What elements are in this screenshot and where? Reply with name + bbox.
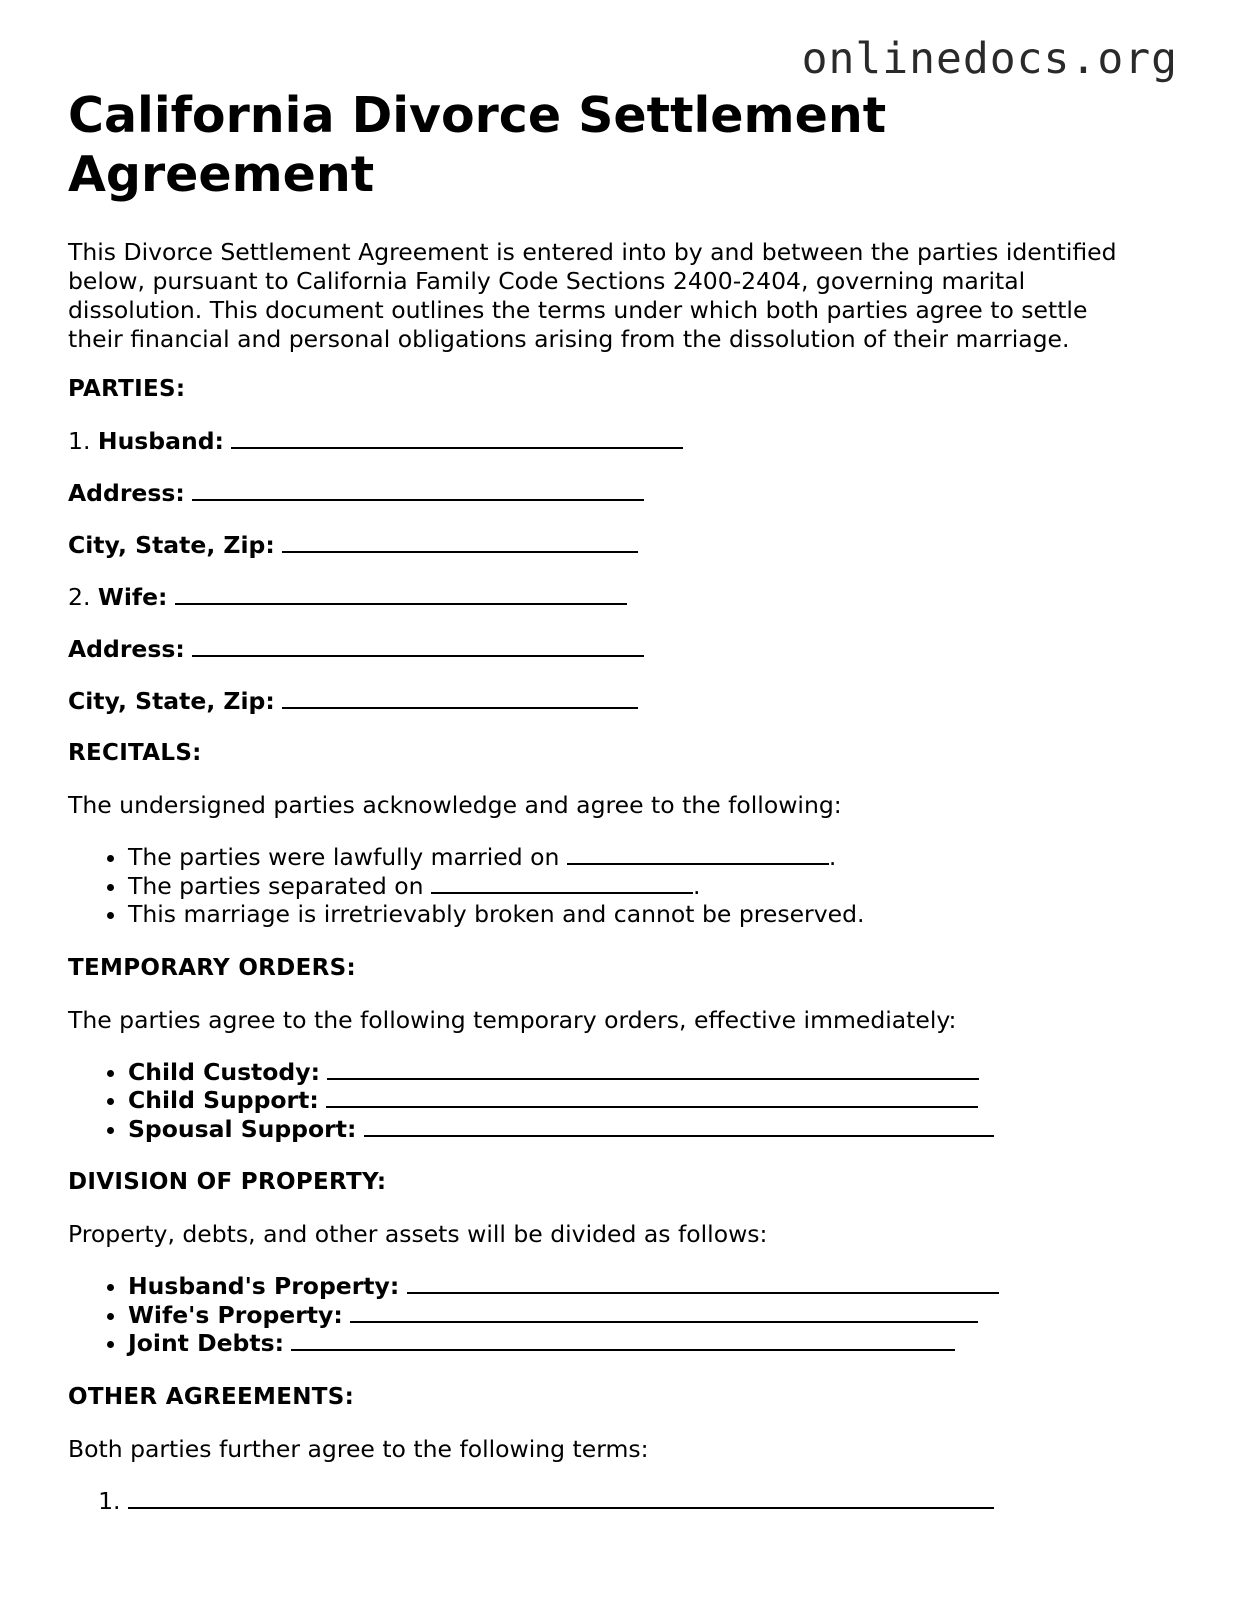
list-item: • This marriage is irretrievably broken and cannot be preserved.	[128, 900, 1168, 929]
husband-name-blank[interactable]	[231, 427, 683, 449]
other-agreements-intro: Both parties further agree to the following terms:	[68, 1434, 649, 1463]
husband-label: Husband:	[97, 427, 224, 455]
husband-city-label: City, State, Zip:	[68, 531, 275, 559]
husband-property-blank[interactable]	[407, 1272, 999, 1294]
intro-paragraph: This Divorce Settlement Agreement is entered into by and between the parties identified below, pursuant to California Family Code Sections 2400-2404, governing marital dissolution. This document outlines the terms under which both parties agree to settle their financial and personal obligations arising from the dissolution of their marriage.	[68, 238, 1117, 353]
temporary-orders-heading: TEMPORARY ORDERS:	[68, 954, 356, 981]
wife-label: Wife:	[97, 583, 168, 611]
child-support-label: Child Support:	[128, 1086, 319, 1114]
wife-property-blank[interactable]	[350, 1301, 978, 1323]
property-heading: DIVISION OF PROPERTY:	[68, 1169, 387, 1195]
wife-address-field[interactable]	[68, 635, 1168, 664]
other-agreements-list	[68, 1487, 1168, 1516]
child-custody-blank[interactable]	[327, 1058, 979, 1080]
spousal-support-label: Spousal Support:	[128, 1114, 357, 1143]
property-list	[68, 1272, 1168, 1358]
child-support-blank[interactable]	[326, 1086, 978, 1108]
temporary-orders-intro: The parties agree to the following temporary orders, effective immediately:	[68, 1005, 957, 1034]
husband-address-blank[interactable]	[192, 479, 644, 501]
wife-address-blank[interactable]	[192, 635, 644, 657]
list-item: • The parties separated on .	[128, 872, 1168, 901]
husband-address-field[interactable]	[68, 479, 1168, 508]
child-custody-label: Child Custody:	[128, 1057, 320, 1086]
wife-name-blank[interactable]	[175, 583, 627, 605]
husband-number: 1.	[68, 427, 91, 455]
document-page	[68, 86, 1168, 1516]
wife-city-label: City, State, Zip:	[68, 687, 275, 715]
recitals-intro: The undersigned parties acknowledge and agree to the following:	[68, 791, 842, 819]
temporary-orders-list	[68, 1058, 1168, 1144]
spousal-support-blank[interactable]	[364, 1115, 994, 1137]
wife-city-blank[interactable]	[282, 687, 638, 709]
property-intro: Property, debts, and other assets will be divided as follows:	[68, 1220, 768, 1248]
list-item	[128, 1487, 1168, 1516]
wife-number: 2.	[68, 583, 91, 611]
other-agreement-blank-1[interactable]	[128, 1487, 994, 1509]
list-item	[128, 1301, 1168, 1330]
document-title: California Divorce Settlement Agreement	[68, 87, 887, 203]
wife-city-field[interactable]	[68, 687, 1168, 716]
recitals-heading: RECITALS:	[68, 740, 202, 766]
list-item	[128, 1272, 1168, 1301]
list-item	[128, 1329, 1168, 1358]
list-item	[128, 1086, 1168, 1115]
wife-address-label: Address:	[68, 635, 185, 663]
joint-debts-blank[interactable]	[291, 1329, 955, 1351]
husband-name-field[interactable]	[68, 427, 1168, 456]
joint-debts-label: Joint Debts:	[128, 1329, 284, 1357]
separation-date-blank[interactable]	[431, 872, 693, 894]
list-item: • The parties were lawfully married on .	[128, 843, 1168, 872]
parties-heading: PARTIES:	[68, 376, 186, 402]
husband-city-field[interactable]	[68, 531, 1168, 560]
wife-property-label: Wife's Property:	[128, 1300, 343, 1329]
husband-city-blank[interactable]	[282, 531, 638, 553]
marriage-date-blank[interactable]	[567, 843, 829, 865]
watermark-text: onlinedocs.org	[801, 34, 1178, 84]
other-agreements-heading: OTHER AGREEMENTS:	[68, 1383, 355, 1410]
husband-address-label: Address:	[68, 479, 185, 507]
wife-name-field[interactable]	[68, 583, 1168, 612]
recitals-list	[68, 843, 1168, 929]
husband-property-label: Husband's Property:	[128, 1272, 400, 1300]
list-item	[128, 1115, 1168, 1144]
list-item	[128, 1058, 1168, 1087]
